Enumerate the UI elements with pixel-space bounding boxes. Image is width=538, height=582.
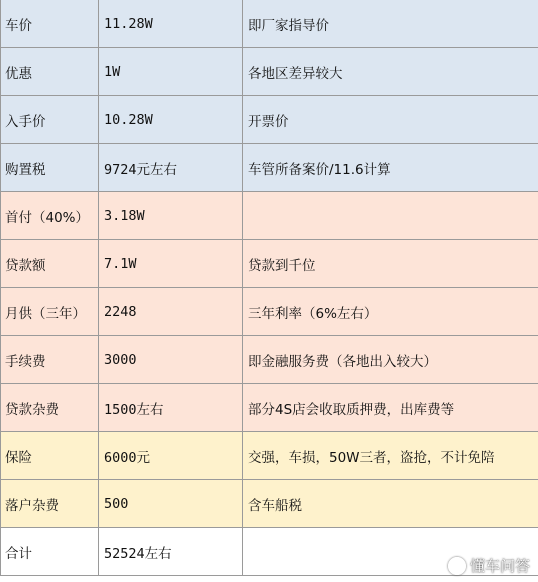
row-label: 合计	[1, 528, 99, 576]
row-value: 10.28W	[99, 96, 243, 144]
row-note: 部分4S店会收取质押费，出库费等	[243, 384, 538, 432]
row-note: 车管所备案价/11.6计算	[243, 144, 538, 192]
row-note: 贷款到千位	[243, 240, 538, 288]
chat-bubble-icon	[448, 557, 466, 575]
table-row	[1, 480, 538, 528]
table-row	[1, 336, 538, 384]
row-label: 手续费	[1, 336, 99, 384]
row-value: 2248	[99, 288, 243, 336]
row-value: 11.28W	[99, 0, 243, 48]
row-label: 贷款杂费	[1, 384, 99, 432]
row-value: 3.18W	[99, 192, 243, 240]
row-value: 1W	[99, 48, 243, 96]
table-row	[1, 240, 538, 288]
row-note: 开票价	[243, 96, 538, 144]
row-label: 首付（40%）	[1, 192, 99, 240]
row-value: 9724元左右	[99, 144, 243, 192]
row-note: 交强，车损，50W三者，盗抢，不计免陪	[243, 432, 538, 480]
row-label: 购置税	[1, 144, 99, 192]
watermark	[448, 555, 530, 576]
table-row	[1, 288, 538, 336]
row-value: 500	[99, 480, 243, 528]
table-row	[1, 96, 538, 144]
watermark-text: 懂车问答	[469, 557, 530, 575]
row-note	[243, 192, 538, 240]
row-note: 各地区差异较大	[243, 48, 538, 96]
row-label: 优惠	[1, 48, 99, 96]
row-value: 6000元	[99, 432, 243, 480]
row-label: 车价	[1, 0, 99, 48]
row-label: 入手价	[1, 96, 99, 144]
table-row	[1, 384, 538, 432]
table-row	[1, 144, 538, 192]
row-value: 3000	[99, 336, 243, 384]
row-value: 52524左右	[99, 528, 243, 576]
row-note: 即金融服务费（各地出入较大）	[243, 336, 538, 384]
row-value: 7.1W	[99, 240, 243, 288]
row-note: 含车船税	[243, 480, 538, 528]
table-row	[1, 0, 538, 48]
table-row	[1, 192, 538, 240]
row-label: 落户杂费	[1, 480, 99, 528]
row-value: 1500左右	[99, 384, 243, 432]
table-row	[1, 48, 538, 96]
row-label: 保险	[1, 432, 99, 480]
row-label: 贷款额	[1, 240, 99, 288]
row-note: 即厂家指导价	[243, 0, 538, 48]
row-label: 月供（三年）	[1, 288, 99, 336]
row-note: 三年利率（6%左右）	[243, 288, 538, 336]
table-row	[1, 432, 538, 480]
